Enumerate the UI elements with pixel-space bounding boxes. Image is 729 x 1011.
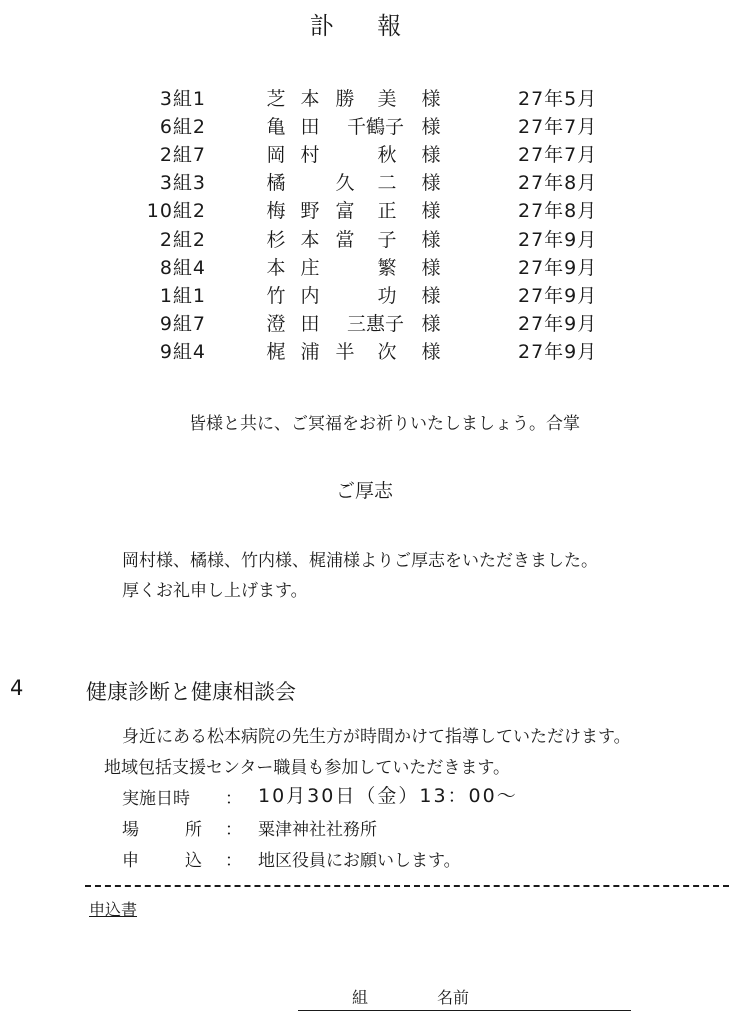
obituary-honorific: 様 bbox=[421, 340, 441, 363]
obituary-name-part: 本 bbox=[266, 256, 286, 279]
obituary-date: 27年7月 bbox=[518, 144, 598, 167]
obituary-name-part: 當 bbox=[335, 228, 355, 251]
obituary-name-part: 亀 bbox=[266, 116, 286, 139]
thanks-heading: ご厚志 bbox=[335, 480, 393, 502]
apply-value: 地区役員にお願いします。 bbox=[258, 851, 461, 871]
obituary-name-part: 次 bbox=[377, 340, 397, 363]
obituary-name-part: 美 bbox=[377, 88, 397, 110]
obituary-name-part: 村 bbox=[300, 144, 320, 167]
obituary-date: 27年9月 bbox=[518, 340, 598, 363]
section-title: 健康診断と健康相談会 bbox=[86, 680, 296, 704]
obituary-group: 3組3 bbox=[159, 172, 206, 195]
place-label-1: 場 bbox=[122, 820, 139, 840]
obituary-honorific: 様 bbox=[421, 228, 441, 251]
obituary-name-part: 田 bbox=[300, 312, 320, 335]
obituary-date: 27年8月 bbox=[518, 200, 598, 223]
obituary-row bbox=[0, 309, 729, 337]
form-group-label: 組 bbox=[352, 988, 369, 1007]
obituary-group: 2組7 bbox=[159, 144, 206, 167]
obituary-date: 27年7月 bbox=[518, 116, 598, 139]
obituary-row bbox=[0, 253, 729, 281]
form-name-label: 名前 bbox=[437, 988, 470, 1007]
date-separator: ： bbox=[225, 789, 242, 809]
obituary-name-part: 浦 bbox=[300, 340, 320, 363]
date-value: 10月30日（金）13：00～ bbox=[258, 785, 518, 807]
obituary-honorific: 様 bbox=[421, 144, 441, 167]
apply-separator: ： bbox=[225, 851, 242, 871]
obituary-honorific: 様 bbox=[421, 116, 441, 139]
obituary-name-part: 澄 bbox=[266, 312, 286, 335]
obituary-honorific: 様 bbox=[421, 284, 441, 307]
date-label: 実施日時 bbox=[122, 789, 190, 809]
section-body-2: 地域包括支援センター職員も参加していただきます。 bbox=[104, 758, 510, 778]
section-body-1: 身近にある松本病院の先生方が時間かけて指導していただけます。 bbox=[122, 727, 631, 747]
obituary-name-part: 久 bbox=[335, 172, 355, 195]
obituary-honorific: 様 bbox=[421, 256, 441, 279]
obituary-date: 27年9月 bbox=[518, 312, 598, 335]
obituary-name-part: 芝 bbox=[266, 88, 286, 110]
application-form-label: 申込書 bbox=[89, 900, 138, 919]
obituary-name-part: 杉 bbox=[266, 228, 286, 251]
obituary-group: 9組4 bbox=[159, 340, 206, 363]
obituary-name-part: 二 bbox=[377, 172, 397, 195]
obituary-name-part: 功 bbox=[377, 284, 397, 307]
obituary-group: 10組2 bbox=[146, 200, 206, 223]
obituary-name-part: 勝 bbox=[335, 88, 355, 110]
condolence-text: 皆様と共に、ご冥福をお祈りいたしましょう。合掌 bbox=[189, 414, 580, 434]
obituary-honorific: 様 bbox=[421, 312, 441, 335]
obituary-row bbox=[0, 281, 729, 309]
obituary-honorific: 様 bbox=[421, 88, 441, 110]
obituary-name-part: 正 bbox=[377, 200, 397, 223]
obituary-date: 27年8月 bbox=[518, 172, 598, 195]
section-number: 4 bbox=[10, 676, 24, 700]
obituary-honorific: 様 bbox=[421, 172, 441, 195]
obituary-name-part: 野 bbox=[300, 200, 320, 223]
apply-label-1: 申 bbox=[122, 851, 139, 871]
obituary-title: 訃 報 bbox=[309, 12, 420, 40]
obituary-row bbox=[0, 112, 729, 140]
thanks-line-1: 岡村様、橘様、竹内様、梶浦様よりご厚志をいただきました。 bbox=[122, 551, 598, 571]
obituary-group: 3組1 bbox=[159, 88, 206, 110]
obituary-name-part: 竹 bbox=[266, 284, 286, 307]
apply-label-2: 込 bbox=[185, 851, 202, 871]
obituary-date: 27年9月 bbox=[518, 256, 598, 279]
place-separator: ： bbox=[225, 820, 242, 840]
obituary-name-part: 庄 bbox=[300, 256, 320, 279]
obituary-group: 8組4 bbox=[159, 256, 206, 279]
obituary-date: 27年9月 bbox=[518, 228, 598, 251]
place-label-2: 所 bbox=[185, 820, 202, 840]
obituary-name-part: 繁 bbox=[377, 256, 397, 279]
obituary-row bbox=[0, 84, 729, 112]
obituary-name-part: 岡 bbox=[266, 144, 286, 167]
obituary-name-part: 三惠子 bbox=[347, 312, 405, 335]
obituary-date: 27年5月 bbox=[518, 88, 598, 110]
obituary-name-part: 内 bbox=[300, 284, 320, 307]
obituary-name-part: 子 bbox=[377, 228, 397, 251]
obituary-group: 6組2 bbox=[159, 116, 206, 139]
obituary-row bbox=[0, 140, 729, 168]
obituary-name-part: 半 bbox=[335, 340, 355, 363]
obituary-name-part: 田 bbox=[300, 116, 320, 139]
obituary-date: 27年9月 bbox=[518, 284, 598, 307]
obituary-row bbox=[0, 225, 729, 253]
obituary-honorific: 様 bbox=[421, 200, 441, 223]
obituary-name-part: 秋 bbox=[377, 144, 397, 167]
obituary-name-part: 本 bbox=[300, 228, 320, 251]
obituary-row bbox=[0, 196, 729, 224]
cut-line bbox=[85, 885, 729, 887]
place-value: 粟津神社社務所 bbox=[258, 820, 377, 840]
obituary-group: 9組7 bbox=[159, 312, 206, 335]
obituary-name-part: 千鶴子 bbox=[347, 116, 405, 139]
obituary-name-part: 梅 bbox=[266, 200, 286, 223]
obituary-name-part: 富 bbox=[335, 200, 355, 223]
obituary-group: 2組2 bbox=[159, 228, 206, 251]
thanks-line-2: 厚くお礼申し上げます。 bbox=[122, 581, 308, 601]
obituary-row bbox=[0, 168, 729, 196]
obituary-group: 1組1 bbox=[159, 284, 206, 307]
obituary-name-part: 橘 bbox=[266, 172, 286, 195]
obituary-name-part: 本 bbox=[300, 88, 320, 110]
obituary-row bbox=[0, 337, 729, 365]
obituary-name-part: 梶 bbox=[266, 340, 286, 363]
